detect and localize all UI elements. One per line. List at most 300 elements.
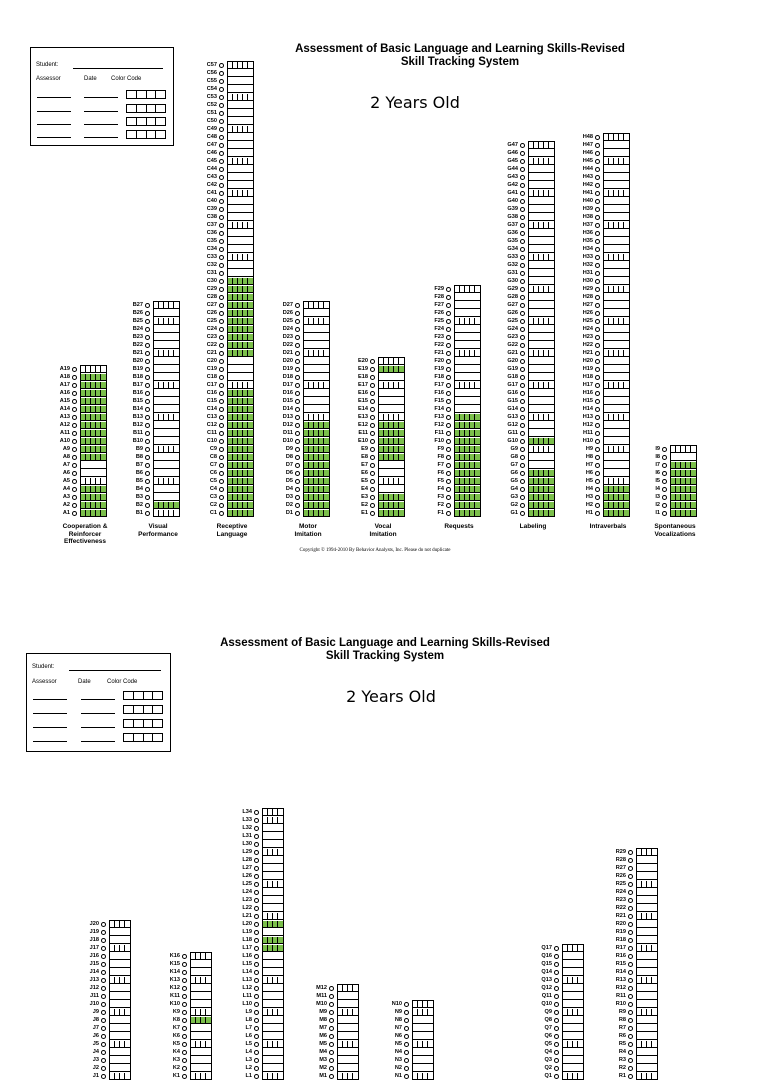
- skill-cell[interactable]: [125, 1073, 130, 1080]
- row-checkbox-circle[interactable]: [404, 1034, 409, 1039]
- skill-cell[interactable]: [278, 937, 283, 945]
- skill-cell[interactable]: [624, 230, 629, 238]
- skill-cell[interactable]: [101, 494, 106, 502]
- row-checkbox-circle[interactable]: [295, 335, 300, 340]
- row-checkbox-circle[interactable]: [182, 1034, 187, 1039]
- skill-cell[interactable]: [248, 158, 253, 166]
- skill-cell[interactable]: [125, 921, 130, 929]
- skill-cell[interactable]: [278, 921, 283, 929]
- skill-cell[interactable]: [278, 857, 283, 865]
- row-checkbox-circle[interactable]: [219, 439, 224, 444]
- skill-cell[interactable]: [206, 993, 211, 1001]
- row-checkbox-circle[interactable]: [219, 239, 224, 244]
- skill-cell[interactable]: [324, 358, 329, 366]
- row-checkbox-circle[interactable]: [145, 407, 150, 412]
- skill-cell[interactable]: [652, 1073, 657, 1080]
- skill-cell[interactable]: [278, 897, 283, 905]
- row-checkbox-circle[interactable]: [182, 1066, 187, 1071]
- skill-cell[interactable]: [652, 1065, 657, 1073]
- row-checkbox-circle[interactable]: [595, 183, 600, 188]
- row-checkbox-circle[interactable]: [446, 407, 451, 412]
- row-checkbox-circle[interactable]: [219, 207, 224, 212]
- row-checkbox-circle[interactable]: [145, 399, 150, 404]
- skill-cell[interactable]: [578, 1073, 583, 1080]
- row-checkbox-circle[interactable]: [72, 463, 77, 468]
- row-checkbox-circle[interactable]: [72, 487, 77, 492]
- row-checkbox-circle[interactable]: [446, 343, 451, 348]
- skill-cell[interactable]: [278, 865, 283, 873]
- skill-cell[interactable]: [652, 1017, 657, 1025]
- skill-cell[interactable]: [624, 390, 629, 398]
- skill-cell[interactable]: [125, 1057, 130, 1065]
- skill-cell[interactable]: [278, 905, 283, 913]
- skill-cell[interactable]: [549, 142, 554, 150]
- skill-cell[interactable]: [624, 238, 629, 246]
- skill-cell[interactable]: [248, 310, 253, 318]
- row-checkbox-circle[interactable]: [520, 215, 525, 220]
- row-checkbox-circle[interactable]: [446, 367, 451, 372]
- row-checkbox-circle[interactable]: [219, 255, 224, 260]
- skill-cell[interactable]: [248, 494, 253, 502]
- row-checkbox-circle[interactable]: [628, 858, 633, 863]
- skill-cell[interactable]: [652, 913, 657, 921]
- skill-cell[interactable]: [578, 1049, 583, 1057]
- skill-cell[interactable]: [475, 502, 480, 510]
- row-checkbox-circle[interactable]: [520, 255, 525, 260]
- skill-cell[interactable]: [324, 390, 329, 398]
- row-checkbox-circle[interactable]: [595, 279, 600, 284]
- skill-cell[interactable]: [475, 366, 480, 374]
- skill-cell[interactable]: [101, 502, 106, 510]
- skill-cell[interactable]: [174, 310, 179, 318]
- row-checkbox-circle[interactable]: [595, 367, 600, 372]
- skill-cell[interactable]: [549, 430, 554, 438]
- row-checkbox-circle[interactable]: [520, 223, 525, 228]
- row-checkbox-circle[interactable]: [520, 191, 525, 196]
- row-checkbox-circle[interactable]: [370, 463, 375, 468]
- row-checkbox-circle[interactable]: [295, 447, 300, 452]
- skill-cell[interactable]: [624, 350, 629, 358]
- row-checkbox-circle[interactable]: [520, 151, 525, 156]
- row-checkbox-circle[interactable]: [254, 1066, 259, 1071]
- skill-cell[interactable]: [324, 414, 329, 422]
- skill-cell[interactable]: [206, 1017, 211, 1025]
- row-checkbox-circle[interactable]: [520, 295, 525, 300]
- skill-cell[interactable]: [248, 374, 253, 382]
- row-checkbox-circle[interactable]: [145, 439, 150, 444]
- skill-cell[interactable]: [624, 134, 629, 142]
- row-checkbox-circle[interactable]: [295, 415, 300, 420]
- skill-cell[interactable]: [248, 470, 253, 478]
- row-checkbox-circle[interactable]: [404, 1018, 409, 1023]
- row-checkbox-circle[interactable]: [446, 495, 451, 500]
- skill-cell[interactable]: [578, 969, 583, 977]
- skill-cell[interactable]: [549, 358, 554, 366]
- row-checkbox-circle[interactable]: [219, 351, 224, 356]
- row-checkbox-circle[interactable]: [145, 383, 150, 388]
- skill-cell[interactable]: [248, 238, 253, 246]
- skill-cell[interactable]: [652, 1001, 657, 1009]
- skill-cell[interactable]: [549, 478, 554, 486]
- row-checkbox-circle[interactable]: [595, 295, 600, 300]
- row-checkbox-circle[interactable]: [219, 111, 224, 116]
- assessor-field[interactable]: [37, 137, 71, 138]
- row-checkbox-circle[interactable]: [72, 511, 77, 516]
- row-checkbox-circle[interactable]: [101, 1058, 106, 1063]
- skill-cell[interactable]: [624, 406, 629, 414]
- row-checkbox-circle[interactable]: [101, 954, 106, 959]
- skill-cell[interactable]: [549, 390, 554, 398]
- row-checkbox-circle[interactable]: [662, 463, 667, 468]
- row-checkbox-circle[interactable]: [219, 455, 224, 460]
- skill-cell[interactable]: [549, 374, 554, 382]
- row-checkbox-circle[interactable]: [628, 954, 633, 959]
- row-checkbox-circle[interactable]: [72, 415, 77, 420]
- skill-cell[interactable]: [278, 913, 283, 921]
- row-checkbox-circle[interactable]: [101, 946, 106, 951]
- row-checkbox-circle[interactable]: [219, 151, 224, 156]
- row-checkbox-circle[interactable]: [219, 447, 224, 452]
- skill-cell[interactable]: [549, 462, 554, 470]
- skill-cell[interactable]: [278, 1057, 283, 1065]
- skill-cell[interactable]: [549, 262, 554, 270]
- skill-cell[interactable]: [652, 857, 657, 865]
- assessor-field[interactable]: [33, 741, 67, 742]
- row-checkbox-circle[interactable]: [595, 159, 600, 164]
- row-checkbox-circle[interactable]: [145, 487, 150, 492]
- row-checkbox-circle[interactable]: [254, 810, 259, 815]
- skill-cell[interactable]: [125, 977, 130, 985]
- row-checkbox-circle[interactable]: [329, 1018, 334, 1023]
- skill-cell[interactable]: [624, 430, 629, 438]
- row-checkbox-circle[interactable]: [145, 415, 150, 420]
- row-checkbox-circle[interactable]: [520, 343, 525, 348]
- row-checkbox-circle[interactable]: [219, 231, 224, 236]
- row-checkbox-circle[interactable]: [628, 1066, 633, 1071]
- skill-cell[interactable]: [101, 430, 106, 438]
- row-checkbox-circle[interactable]: [254, 818, 259, 823]
- row-checkbox-circle[interactable]: [595, 223, 600, 228]
- skill-cell[interactable]: [248, 502, 253, 510]
- skill-cell[interactable]: [475, 358, 480, 366]
- row-checkbox-circle[interactable]: [404, 1058, 409, 1063]
- skill-cell[interactable]: [691, 470, 696, 478]
- skill-cell[interactable]: [691, 454, 696, 462]
- skill-cell[interactable]: [399, 406, 404, 414]
- row-checkbox-circle[interactable]: [182, 978, 187, 983]
- skill-cell[interactable]: [624, 222, 629, 230]
- skill-cell[interactable]: [652, 889, 657, 897]
- skill-cell[interactable]: [101, 366, 106, 374]
- skill-cell[interactable]: [475, 470, 480, 478]
- row-checkbox-circle[interactable]: [370, 447, 375, 452]
- row-checkbox-circle[interactable]: [595, 431, 600, 436]
- row-checkbox-circle[interactable]: [254, 858, 259, 863]
- skill-cell[interactable]: [174, 430, 179, 438]
- row-checkbox-circle[interactable]: [182, 1018, 187, 1023]
- row-checkbox-circle[interactable]: [254, 1026, 259, 1031]
- row-checkbox-circle[interactable]: [628, 874, 633, 879]
- skill-cell[interactable]: [101, 446, 106, 454]
- skill-cell[interactable]: [428, 1009, 433, 1017]
- row-checkbox-circle[interactable]: [329, 1050, 334, 1055]
- skill-cell[interactable]: [549, 446, 554, 454]
- row-checkbox-circle[interactable]: [446, 415, 451, 420]
- row-checkbox-circle[interactable]: [446, 295, 451, 300]
- skill-cell[interactable]: [652, 1033, 657, 1041]
- skill-cell[interactable]: [399, 454, 404, 462]
- skill-cell[interactable]: [475, 374, 480, 382]
- row-checkbox-circle[interactable]: [595, 255, 600, 260]
- skill-cell[interactable]: [624, 198, 629, 206]
- skill-cell[interactable]: [248, 230, 253, 238]
- skill-cell[interactable]: [399, 366, 404, 374]
- skill-cell[interactable]: [624, 462, 629, 470]
- row-checkbox-circle[interactable]: [446, 511, 451, 516]
- skill-cell[interactable]: [324, 486, 329, 494]
- row-checkbox-circle[interactable]: [295, 319, 300, 324]
- row-checkbox-circle[interactable]: [370, 487, 375, 492]
- skill-cell[interactable]: [248, 294, 253, 302]
- skill-cell[interactable]: [174, 470, 179, 478]
- row-checkbox-circle[interactable]: [370, 511, 375, 516]
- skill-cell[interactable]: [475, 390, 480, 398]
- row-checkbox-circle[interactable]: [101, 1042, 106, 1047]
- row-checkbox-circle[interactable]: [595, 503, 600, 508]
- skill-cell[interactable]: [475, 494, 480, 502]
- skill-cell[interactable]: [278, 1001, 283, 1009]
- date-field[interactable]: [84, 111, 118, 112]
- row-checkbox-circle[interactable]: [520, 167, 525, 172]
- row-checkbox-circle[interactable]: [219, 287, 224, 292]
- row-checkbox-circle[interactable]: [520, 207, 525, 212]
- row-checkbox-circle[interactable]: [446, 471, 451, 476]
- skill-cell[interactable]: [174, 422, 179, 430]
- row-checkbox-circle[interactable]: [329, 1010, 334, 1015]
- row-checkbox-circle[interactable]: [628, 970, 633, 975]
- skill-cell[interactable]: [248, 478, 253, 486]
- row-checkbox-circle[interactable]: [219, 383, 224, 388]
- row-checkbox-circle[interactable]: [254, 1002, 259, 1007]
- skill-cell[interactable]: [248, 102, 253, 110]
- skill-cell[interactable]: [278, 993, 283, 1001]
- skill-cell[interactable]: [652, 929, 657, 937]
- row-checkbox-circle[interactable]: [446, 287, 451, 292]
- skill-cell[interactable]: [248, 326, 253, 334]
- skill-cell[interactable]: [691, 494, 696, 502]
- row-checkbox-circle[interactable]: [72, 375, 77, 380]
- skill-cell[interactable]: [101, 462, 106, 470]
- row-checkbox-circle[interactable]: [182, 1042, 187, 1047]
- row-checkbox-circle[interactable]: [370, 391, 375, 396]
- row-checkbox-circle[interactable]: [520, 271, 525, 276]
- row-checkbox-circle[interactable]: [520, 471, 525, 476]
- row-checkbox-circle[interactable]: [219, 183, 224, 188]
- row-checkbox-circle[interactable]: [370, 495, 375, 500]
- color-code-swatch[interactable]: [126, 104, 166, 113]
- skill-cell[interactable]: [624, 510, 629, 518]
- row-checkbox-circle[interactable]: [295, 479, 300, 484]
- skill-cell[interactable]: [549, 398, 554, 406]
- row-checkbox-circle[interactable]: [145, 447, 150, 452]
- row-checkbox-circle[interactable]: [72, 455, 77, 460]
- row-checkbox-circle[interactable]: [662, 471, 667, 476]
- row-checkbox-circle[interactable]: [520, 463, 525, 468]
- skill-cell[interactable]: [549, 510, 554, 518]
- row-checkbox-circle[interactable]: [329, 1042, 334, 1047]
- row-checkbox-circle[interactable]: [446, 335, 451, 340]
- row-checkbox-circle[interactable]: [628, 1034, 633, 1039]
- skill-cell[interactable]: [399, 510, 404, 518]
- row-checkbox-circle[interactable]: [145, 479, 150, 484]
- skill-cell[interactable]: [353, 1041, 358, 1049]
- skill-cell[interactable]: [578, 985, 583, 993]
- row-checkbox-circle[interactable]: [595, 151, 600, 156]
- row-checkbox-circle[interactable]: [370, 431, 375, 436]
- skill-cell[interactable]: [578, 993, 583, 1001]
- skill-cell[interactable]: [652, 865, 657, 873]
- row-checkbox-circle[interactable]: [520, 231, 525, 236]
- skill-cell[interactable]: [248, 118, 253, 126]
- skill-cell[interactable]: [248, 486, 253, 494]
- skill-cell[interactable]: [324, 502, 329, 510]
- skill-cell[interactable]: [549, 230, 554, 238]
- row-checkbox-circle[interactable]: [520, 199, 525, 204]
- skill-cell[interactable]: [578, 1001, 583, 1009]
- row-checkbox-circle[interactable]: [595, 343, 600, 348]
- skill-cell[interactable]: [278, 1041, 283, 1049]
- row-checkbox-circle[interactable]: [446, 503, 451, 508]
- row-checkbox-circle[interactable]: [628, 1018, 633, 1023]
- row-checkbox-circle[interactable]: [145, 471, 150, 476]
- skill-cell[interactable]: [624, 334, 629, 342]
- row-checkbox-circle[interactable]: [554, 1050, 559, 1055]
- row-checkbox-circle[interactable]: [404, 1026, 409, 1031]
- skill-cell[interactable]: [549, 414, 554, 422]
- row-checkbox-circle[interactable]: [72, 367, 77, 372]
- row-checkbox-circle[interactable]: [628, 946, 633, 951]
- skill-cell[interactable]: [248, 350, 253, 358]
- row-checkbox-circle[interactable]: [254, 834, 259, 839]
- row-checkbox-circle[interactable]: [520, 423, 525, 428]
- row-checkbox-circle[interactable]: [554, 978, 559, 983]
- row-checkbox-circle[interactable]: [554, 1018, 559, 1023]
- skill-cell[interactable]: [549, 278, 554, 286]
- row-checkbox-circle[interactable]: [254, 1010, 259, 1015]
- skill-cell[interactable]: [278, 977, 283, 985]
- skill-cell[interactable]: [624, 182, 629, 190]
- skill-cell[interactable]: [248, 406, 253, 414]
- skill-cell[interactable]: [475, 510, 480, 518]
- skill-cell[interactable]: [549, 294, 554, 302]
- row-checkbox-circle[interactable]: [662, 511, 667, 516]
- skill-cell[interactable]: [399, 478, 404, 486]
- row-checkbox-circle[interactable]: [628, 938, 633, 943]
- row-checkbox-circle[interactable]: [446, 447, 451, 452]
- skill-cell[interactable]: [248, 206, 253, 214]
- skill-cell[interactable]: [278, 945, 283, 953]
- skill-cell[interactable]: [475, 422, 480, 430]
- row-checkbox-circle[interactable]: [295, 455, 300, 460]
- row-checkbox-circle[interactable]: [182, 954, 187, 959]
- row-checkbox-circle[interactable]: [145, 463, 150, 468]
- row-checkbox-circle[interactable]: [145, 359, 150, 364]
- skill-cell[interactable]: [624, 206, 629, 214]
- row-checkbox-circle[interactable]: [101, 1074, 106, 1079]
- skill-cell[interactable]: [206, 1073, 211, 1080]
- skill-cell[interactable]: [324, 334, 329, 342]
- date-field[interactable]: [84, 137, 118, 138]
- row-checkbox-circle[interactable]: [595, 231, 600, 236]
- skill-cell[interactable]: [324, 350, 329, 358]
- row-checkbox-circle[interactable]: [370, 471, 375, 476]
- skill-cell[interactable]: [278, 969, 283, 977]
- skill-cell[interactable]: [248, 270, 253, 278]
- skill-cell[interactable]: [475, 398, 480, 406]
- row-checkbox-circle[interactable]: [554, 1066, 559, 1071]
- skill-cell[interactable]: [248, 366, 253, 374]
- skill-cell[interactable]: [652, 1025, 657, 1033]
- skill-cell[interactable]: [324, 302, 329, 310]
- skill-cell[interactable]: [125, 1049, 130, 1057]
- skill-cell[interactable]: [206, 1065, 211, 1073]
- row-checkbox-circle[interactable]: [595, 207, 600, 212]
- skill-cell[interactable]: [278, 1065, 283, 1073]
- skill-cell[interactable]: [652, 953, 657, 961]
- row-checkbox-circle[interactable]: [101, 1034, 106, 1039]
- skill-cell[interactable]: [206, 1049, 211, 1057]
- skill-cell[interactable]: [691, 462, 696, 470]
- skill-cell[interactable]: [248, 142, 253, 150]
- skill-cell[interactable]: [278, 1017, 283, 1025]
- skill-cell[interactable]: [278, 833, 283, 841]
- skill-cell[interactable]: [624, 294, 629, 302]
- row-checkbox-circle[interactable]: [595, 471, 600, 476]
- skill-cell[interactable]: [248, 86, 253, 94]
- row-checkbox-circle[interactable]: [101, 970, 106, 975]
- skill-cell[interactable]: [624, 454, 629, 462]
- skill-cell[interactable]: [624, 494, 629, 502]
- row-checkbox-circle[interactable]: [595, 311, 600, 316]
- color-code-swatch[interactable]: [123, 733, 163, 742]
- skill-cell[interactable]: [248, 382, 253, 390]
- row-checkbox-circle[interactable]: [101, 986, 106, 991]
- row-checkbox-circle[interactable]: [595, 479, 600, 484]
- skill-cell[interactable]: [206, 1025, 211, 1033]
- skill-cell[interactable]: [125, 993, 130, 1001]
- skill-cell[interactable]: [549, 222, 554, 230]
- row-checkbox-circle[interactable]: [219, 135, 224, 140]
- skill-cell[interactable]: [428, 1073, 433, 1080]
- row-checkbox-circle[interactable]: [72, 471, 77, 476]
- row-checkbox-circle[interactable]: [370, 383, 375, 388]
- skill-cell[interactable]: [248, 62, 253, 70]
- skill-cell[interactable]: [248, 430, 253, 438]
- row-checkbox-circle[interactable]: [628, 850, 633, 855]
- skill-cell[interactable]: [248, 78, 253, 86]
- skill-cell[interactable]: [549, 342, 554, 350]
- row-checkbox-circle[interactable]: [254, 970, 259, 975]
- skill-cell[interactable]: [125, 1009, 130, 1017]
- skill-cell[interactable]: [578, 1065, 583, 1073]
- skill-cell[interactable]: [101, 422, 106, 430]
- skill-cell[interactable]: [101, 390, 106, 398]
- skill-cell[interactable]: [428, 1057, 433, 1065]
- row-checkbox-circle[interactable]: [628, 898, 633, 903]
- row-checkbox-circle[interactable]: [554, 1034, 559, 1039]
- row-checkbox-circle[interactable]: [595, 407, 600, 412]
- row-checkbox-circle[interactable]: [182, 994, 187, 999]
